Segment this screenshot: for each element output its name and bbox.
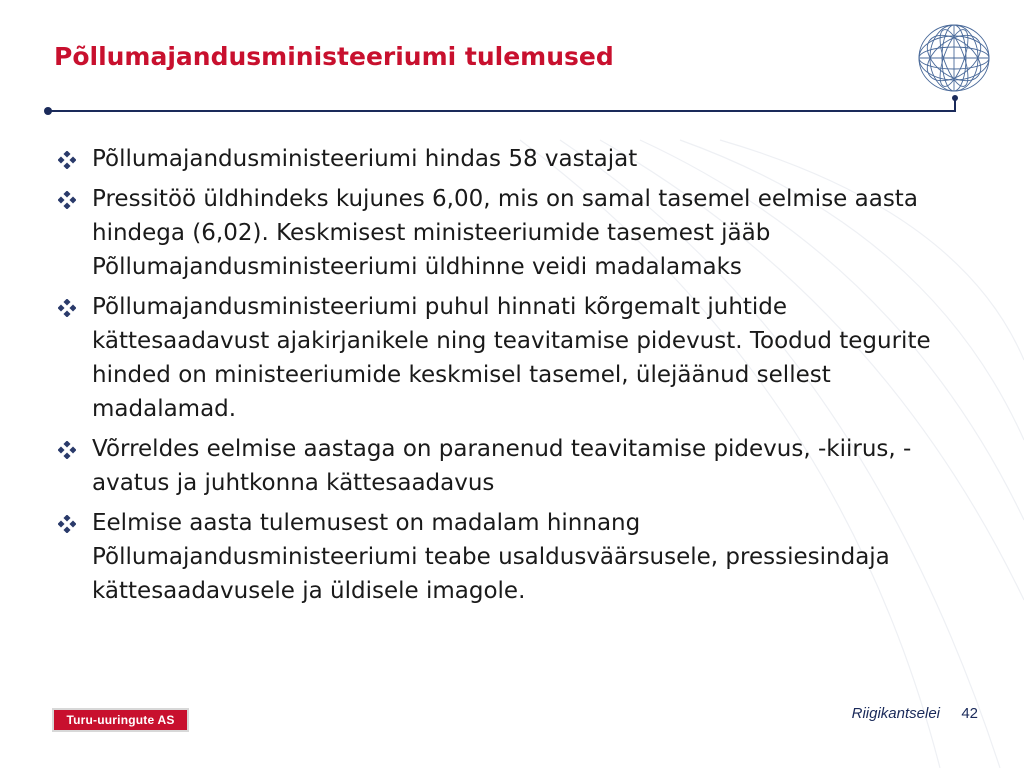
list-item: [58, 182, 968, 284]
globe-logo-icon: [916, 20, 992, 96]
list-item: [58, 290, 968, 426]
page-number: 42: [961, 705, 978, 722]
list-item: [58, 432, 968, 500]
bullet-text: Pressitöö üldhindeks kujunes 6,00, mis on samal tasemel eelmise aasta hindega (6,02). Keskmisest ministeeriumide tasemest jääb Põllumajandusministeeriumi üldhinne veidi madalamaks: [92, 186, 918, 280]
company-logo: [52, 708, 189, 732]
diamond-bullet-icon: [58, 441, 76, 459]
bullet-text: Põllumajandusministeeriumi puhul hinnati kõrgemalt juhtide kättesaadavust ajakirjanikele ning teavitamise pidevust. Toodud tegurite hinded on ministeeriumide keskmisel tasemel, ülejäänud sellest madalamad.: [92, 294, 931, 422]
diamond-bullet-icon: [58, 191, 76, 209]
list-item: [58, 506, 968, 608]
company-logo-text: Turu-uuringute AS: [66, 713, 175, 727]
bullet-text: Põllumajandusministeeriumi hindas 58 vastajat: [92, 146, 638, 172]
diamond-bullet-icon: [58, 151, 76, 169]
bullet-text: Võrreldes eelmise aastaga on paranenud teavitamise pidevus, -kiirus, -avatus ja juhtkonna kättesaadavus: [92, 436, 912, 496]
bullet-list: [58, 142, 968, 614]
list-item: [58, 142, 968, 176]
footer-organization: Riigikantselei: [851, 705, 940, 722]
slide-title: Põllumajandusministeeriumi tulemused: [54, 42, 614, 71]
diamond-bullet-icon: [58, 515, 76, 533]
bullet-text: Eelmise aasta tulemusest on madalam hinnang Põllumajandusministeeriumi teabe usaldusväärsusele, pressiesindaja kättesaadavusele ja üldisele imagole.: [92, 510, 890, 604]
diamond-bullet-icon: [58, 299, 76, 317]
